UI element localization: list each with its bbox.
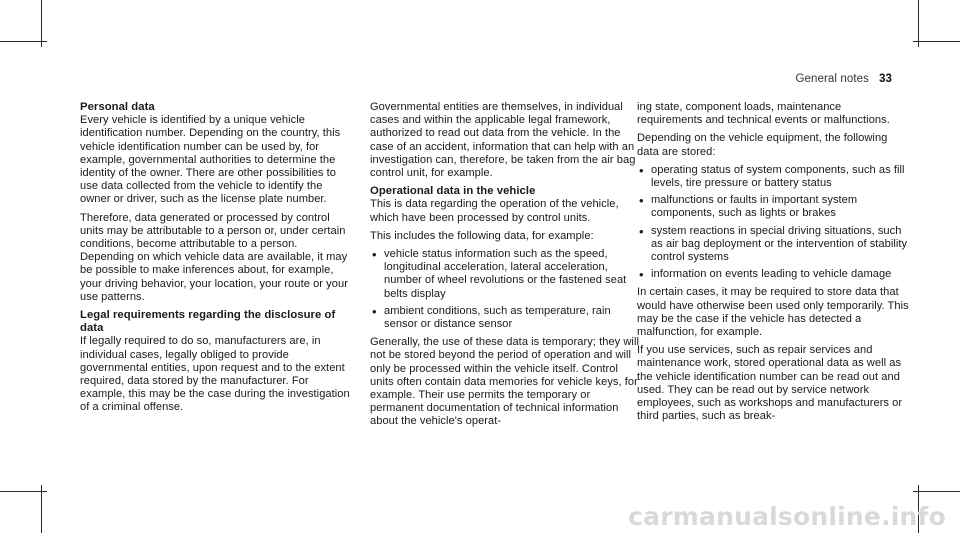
watermark: carmanualsonline.info	[628, 502, 946, 531]
column-1	[80, 101, 352, 420]
heading-personal-data: Personal data	[80, 101, 155, 113]
crop-mark	[918, 0, 919, 47]
running-head	[795, 73, 892, 85]
paragraph: Governmental entities are themselves, in individual cases and within the applicable legal framework, authorized to read out data from the vehicle. In the case of an accident, information that can help with an investigation can, therefore, be taken from the air bag control unit, for example.	[370, 101, 636, 180]
crop-mark	[0, 41, 47, 42]
crop-mark	[41, 0, 42, 47]
paragraph: Depending on the vehicle equipment, the following data are stored:	[637, 132, 888, 158]
paragraph: Generally, the use of these data is temporary; they will not be stored beyond the period of operation and will only be processed within the vehicle itself. Control units often contain data memories for vehicle keys, for example. Their use permits the temporary or permanent documentation of technical information about the vehicle's operat-	[370, 336, 639, 428]
paragraph: This is data regarding the operation of the vehicle, which have been processed by control units.	[370, 198, 619, 224]
list-item: • operating status of system components, such as fill levels, tire pressure or battery status	[637, 164, 909, 190]
heading-legal-requirements: Legal requirements regarding the disclosure of data	[80, 309, 336, 335]
crop-mark	[913, 41, 960, 42]
paragraph: Therefore, data generated or processed by control units may be attributable to a person or, under certain conditions, become attributable to a person. Depending on which vehicle data are available, it may be possible to make inferences about, for example, your driving behavior, your location, your route or your use patterns.	[80, 211, 348, 303]
paragraph: ing state, component loads, maintenance requirements and technical events or malfunctions.	[637, 101, 890, 127]
paragraph: This includes the following data, for example:	[370, 229, 594, 242]
list-item: • system reactions in special driving situations, such as air bag deployment or the intervention of stability control systems	[637, 225, 909, 265]
column-2	[370, 101, 642, 434]
bullet-list	[370, 248, 642, 331]
list-item: • vehicle status information such as the speed, longitudinal acceleration, lateral acceleration, number of wheel revolutions or the fastened seat belts display	[370, 248, 642, 301]
heading-operational-data: Operational data in the vehicle	[370, 185, 536, 198]
list-item: • ambient conditions, such as temperature, rain sensor or distance sensor	[370, 305, 642, 331]
crop-mark	[41, 485, 42, 533]
crop-mark	[0, 491, 47, 492]
paragraph: In certain cases, it may be required to store data that would have otherwise been used only temporarily. This may be the case if the vehicle has detected a malfunction, for example.	[637, 286, 909, 339]
paragraph: Every vehicle is identified by a unique vehicle identification number. Depending on the country, this vehicle identification number can be used by, for example, governmental authorities to determine the identity of the owner. There are other possibilities to use data collected from the vehicle to identify the owner or driver, such as the license plate number.	[80, 114, 341, 206]
paragraph: If legally required to do so, manufacturers are, in individual cases, legally obliged to provide governmental entities, upon request and to the extent required, data stored by the manufacturer. For example, this may be the case during the investigation of a criminal offense.	[80, 335, 350, 414]
crop-mark	[913, 491, 960, 492]
list-item: • information on events leading to vehicle damage	[637, 268, 909, 281]
column-3	[637, 101, 909, 428]
section-title: General notes	[795, 73, 869, 85]
paragraph: If you use services, such as repair services and maintenance work, stored operational data as well as the vehicle identification number can be read out and used. They can be read out by service network employees, such as workshops and manufacturers or third parties, such as break-	[637, 344, 903, 423]
bullet-list	[637, 164, 909, 282]
list-item: • malfunctions or faults in important system components, such as lights or brakes	[637, 194, 909, 220]
page-number: 33	[879, 73, 892, 85]
